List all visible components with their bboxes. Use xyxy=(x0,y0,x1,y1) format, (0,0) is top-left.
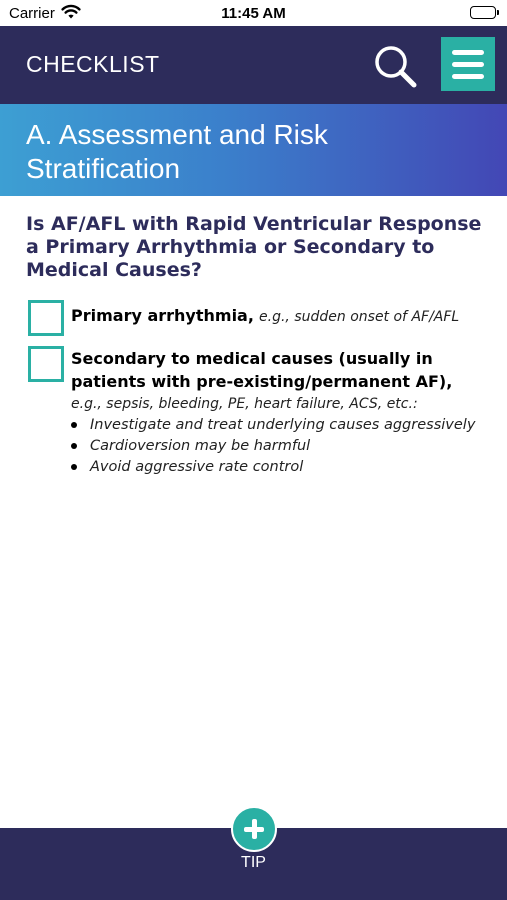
page-title: CHECKLIST xyxy=(26,51,160,77)
battery-icon xyxy=(470,6,496,19)
option-label: Primary arrhythmia, xyxy=(71,306,254,325)
hamburger-menu-icon xyxy=(452,50,484,55)
option-example: e.g., sepsis, bleeding, PE, heart failure, ACS, etc.: xyxy=(71,396,418,412)
checkbox-secondary-causes[interactable] xyxy=(28,346,64,382)
bullet-list xyxy=(71,415,491,477)
carrier-label: Carrier xyxy=(9,5,55,22)
menu-button[interactable] xyxy=(441,37,495,91)
search-button[interactable] xyxy=(370,42,420,92)
list-item: Avoid aggressive rate control xyxy=(71,457,491,477)
search-icon xyxy=(370,42,420,92)
list-item: Investigate and treat underlying causes aggressively xyxy=(71,415,491,435)
status-time: 11:45 AM xyxy=(221,5,286,22)
list-item: Cardioversion may be harmful xyxy=(71,436,491,456)
option-example: e.g., sudden onset of AF/AFL xyxy=(259,309,460,325)
tip-label: TIP xyxy=(241,854,266,871)
tip-button[interactable] xyxy=(231,806,277,852)
question-text: Is AF/AFL with Rapid Ventricular Response a Primary Arrhythmia or Secondary to Medical Causes? xyxy=(26,213,482,281)
checkbox-primary-arrhythmia[interactable] xyxy=(28,300,64,336)
section-header: A. Assessment and Risk Stratification xyxy=(0,104,507,196)
status-bar xyxy=(0,0,507,26)
nav-bar xyxy=(0,26,507,104)
option-label: Secondary to medical causes (usually in patients with pre-existing/permanent AF), xyxy=(71,349,453,391)
